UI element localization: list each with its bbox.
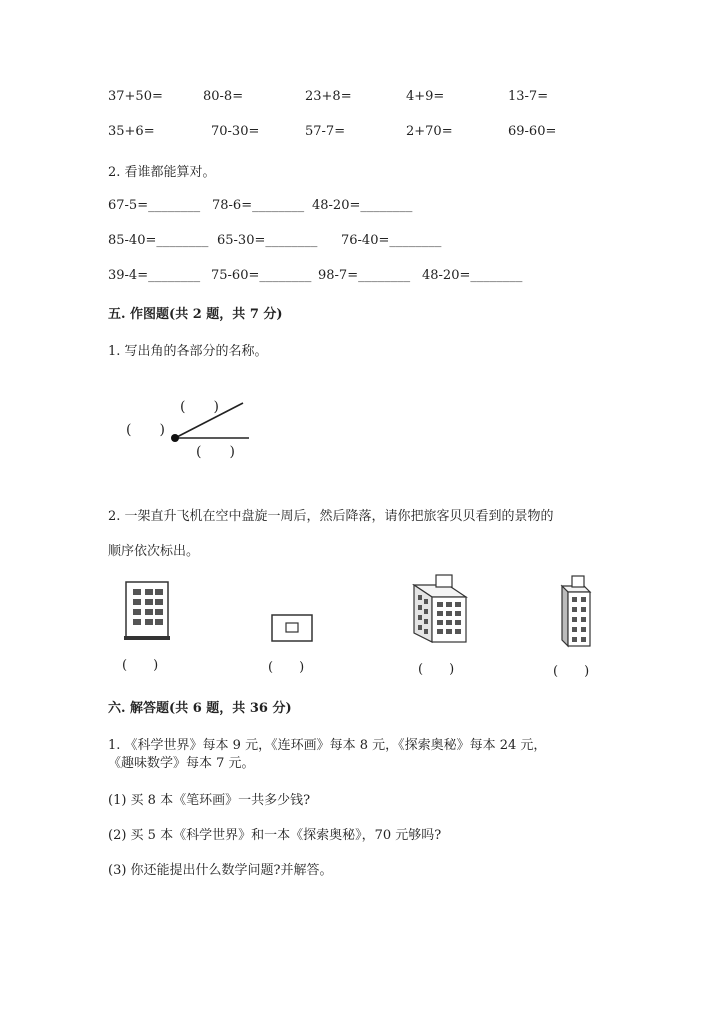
building-blank: ( ) xyxy=(122,658,159,673)
fill-blank: 78-6=________ xyxy=(212,198,305,213)
fill-blank: 65-30=________ xyxy=(217,233,318,248)
arith-cell: 35+6= xyxy=(108,124,155,139)
arith-cell: 37+50= xyxy=(108,89,163,104)
building-blank: ( ) xyxy=(553,664,590,679)
arith-cell: 4+9= xyxy=(406,89,445,104)
question-text: 1. 写出角的各部分的名称。 xyxy=(108,344,268,359)
sub-question: (3) 你还能提出什么数学问题?并解答。 xyxy=(108,863,333,878)
question-text: 1. 《科学世界》每本 9 元，《连环画》每本 8 元，《探索奥秘》每本 24 元， xyxy=(108,738,547,753)
building-blank: ( ) xyxy=(268,660,305,675)
arith-cell: 57-7= xyxy=(305,124,346,139)
arith-cell: 23+8= xyxy=(305,89,352,104)
question-title: 2. 看谁都能算对。 xyxy=(108,165,216,180)
arith-cell: 69-60= xyxy=(508,124,557,139)
section-heading: 五. 作图题(共 2 题，共 7 分) xyxy=(108,307,283,322)
fill-blank: 48-20=________ xyxy=(312,198,413,213)
angle-blank-left: ( ) xyxy=(126,422,165,438)
fill-blank: 39-4=________ xyxy=(108,268,201,283)
arith-cell: 80-8= xyxy=(203,89,244,104)
section-heading: 六. 解答题(共 6 题，共 36 分) xyxy=(108,701,292,716)
fill-blank: 98-7=________ xyxy=(318,268,411,283)
question-text: 顺序依次标出。 xyxy=(108,544,200,559)
question-text: 《趣味数学》每本 7 元。 xyxy=(108,756,255,771)
arith-cell: 13-7= xyxy=(508,89,549,104)
arith-cell: 70-30= xyxy=(211,124,260,139)
sub-question: (2) 买 5 本《科学世界》和一本《探索奥秘》，70 元够吗? xyxy=(108,828,442,843)
fill-blank: 75-60=________ xyxy=(211,268,312,283)
arith-cell: 2+70= xyxy=(406,124,453,139)
building-blank: ( ) xyxy=(418,662,455,677)
fill-blank: 67-5=________ xyxy=(108,198,201,213)
angle-blank-top: ( ) xyxy=(180,399,219,415)
question-text: 2. 一架直升飞机在空中盘旋一周后，然后降落，请你把旅客贝贝看到的景物的 xyxy=(108,509,554,524)
fill-blank: 76-40=________ xyxy=(341,233,442,248)
fill-blank: 48-20=________ xyxy=(422,268,523,283)
sub-question: (1) 买 8 本《笔环画》一共多少钱? xyxy=(108,793,311,808)
fill-blank: 85-40=________ xyxy=(108,233,209,248)
angle-blank-bottom: ( ) xyxy=(196,444,235,460)
